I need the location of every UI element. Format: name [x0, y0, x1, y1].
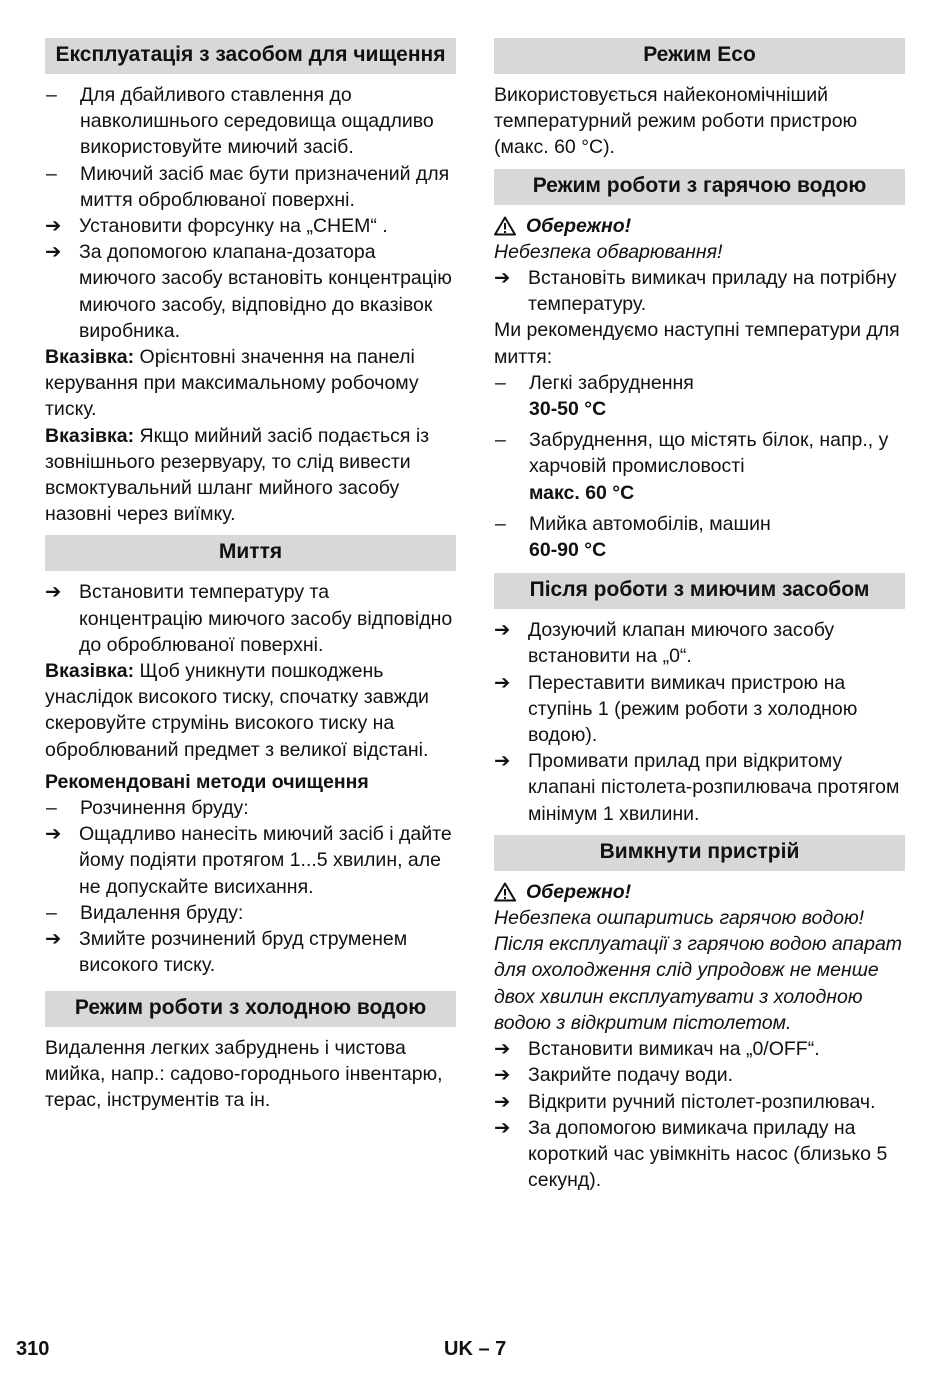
note-text: Щоб уникнути пошкоджень унаслідок високого тиску, спочатку завжди скеровуйте струмінь високого тиску на оброблюваний предмет з великої відстані. — [45, 660, 429, 761]
arrow-icon: ➔ — [494, 750, 511, 773]
cold-water-description: Видалення легких забруднень і чистова мийка, напр.: садово-городнього інвентарю, терас, інструментів та ін. — [45, 1036, 443, 1111]
list-item — [494, 265, 905, 317]
temperature-list — [494, 370, 905, 563]
arrow-icon: ➔ — [494, 1090, 511, 1113]
arrow-icon: ➔ — [45, 823, 62, 846]
list-item-text: Ощадливо нанесіть миючий засіб і дайте йому подіяти протягом 1...5 хвилин, але не допускайте висихання. — [79, 823, 452, 898]
list-item-text: Змийте розчинений бруд струменем високого тиску. — [79, 928, 408, 977]
list-item-text: Відкрити ручний пістолет-розпилювач. — [528, 1090, 876, 1113]
list-item-text: За допомогою клапана-дозатора миючого засобу встановіть концентрацію миючого засобу, відповідно до вказівок виробника. — [79, 241, 452, 342]
section-heading-eco: Режим Eco — [494, 38, 905, 74]
cleaning-agent-list — [45, 82, 456, 344]
temperature-value: 60-90 °C — [529, 539, 607, 562]
arrow-icon: ➔ — [45, 215, 62, 238]
after-cleaning-list — [494, 617, 905, 827]
note-text: Якщо мийний засіб подається із зовнішнього резервуару, то слід вивести всмоктувальний шланг мийного засобу назовні через виїмку. — [45, 424, 430, 526]
page-label: UK – 7 — [444, 1338, 507, 1360]
section-heading-switch-off: Вимкнути пристрій — [494, 835, 905, 871]
arrow-icon: ➔ — [494, 1064, 511, 1087]
list-item-text: Дозуючий клапан миючого засобу встановити на „0“. — [528, 619, 835, 668]
list-item — [494, 1036, 905, 1062]
switch-off-list — [494, 1036, 905, 1193]
right-column — [494, 38, 905, 1193]
list-item — [45, 795, 456, 821]
list-item — [45, 926, 456, 978]
arrow-icon: ➔ — [494, 671, 511, 694]
list-item-text: Мийка автомобілів, машин — [529, 512, 771, 535]
list-item-text: Промивати прилад при відкритому клапані пістолета-розпилювача протягом мінімум 1 хвилини. — [528, 750, 900, 825]
hazard-text: Небезпека обварювання! — [494, 240, 723, 263]
arrow-icon: ➔ — [45, 581, 62, 604]
section-heading-washing: Миття — [45, 535, 456, 571]
dash-marker: – — [495, 512, 506, 535]
dash-marker: – — [46, 901, 57, 924]
list-item — [45, 239, 456, 344]
list-item-text: Видалення бруду: — [80, 901, 244, 924]
list-item — [494, 748, 905, 827]
list-item-text: Закрийте подачу води. — [528, 1064, 734, 1087]
list-item-text: Розчинення бруду: — [80, 797, 249, 820]
list-item — [45, 821, 456, 900]
dash-marker: – — [495, 371, 506, 394]
note-paragraph — [45, 344, 456, 423]
note-paragraph — [45, 658, 456, 763]
note-label: Вказівка: — [45, 424, 135, 447]
section-heading-cleaning-agent: Експлуатація з засобом для чищення — [45, 38, 456, 74]
list-item — [494, 1115, 905, 1194]
warning-heading — [494, 879, 905, 905]
list-item — [45, 579, 456, 658]
dash-marker: – — [46, 84, 57, 106]
list-item-text: Встановити вимикач на „0/OFF“. — [528, 1038, 820, 1061]
cleaning-methods-list — [45, 795, 456, 978]
list-item-text: Встановити температуру та концентрацію миючого засобу відповідно до оброблюваної поверхні. — [79, 581, 453, 656]
list-item-text: Переставити вимикач пристрою на ступінь 1 (режим роботи з холодною водою). — [528, 671, 858, 747]
list-item — [45, 82, 456, 161]
list-item — [494, 511, 905, 563]
page-number: 310 — [16, 1338, 50, 1360]
eco-description: Використовується найекономічніший температурний режим роботи пристрою (макс. 60 °C). — [494, 84, 858, 159]
warning-triangle-icon — [494, 216, 516, 236]
arrow-icon: ➔ — [45, 241, 62, 264]
list-item — [494, 370, 905, 422]
list-item-text: Установити форсунку на „CHEM“ . — [79, 215, 388, 238]
note-label: Вказівка: — [45, 346, 135, 369]
arrow-icon: ➔ — [494, 267, 511, 290]
warning-triangle-icon — [494, 882, 516, 902]
list-item — [494, 670, 905, 749]
list-item — [494, 427, 905, 506]
list-item — [45, 161, 456, 213]
section-heading-hot-water: Режим роботи з гарячою водою — [494, 169, 905, 205]
dash-marker: – — [495, 429, 506, 452]
temperature-value: макс. 60 °C — [529, 481, 635, 504]
note-text: Орієнтовні значення на панелі керування при максимальному робочому тиску. — [45, 346, 419, 421]
list-item-text: Встановіть вимикач приладу на потрібну температуру. — [528, 267, 897, 316]
list-item-text: Забруднення, що містять білок, напр., у харчовій промисловості — [529, 429, 889, 478]
subheading-cleaning-methods: Рекомендовані методи очищення — [45, 770, 369, 793]
list-item — [494, 1089, 905, 1115]
list-item-text: Легкі забруднення — [529, 371, 694, 394]
warning-label: Обережно! — [526, 880, 632, 903]
dash-marker: – — [46, 797, 57, 820]
list-item-text: За допомогою вимикача приладу на короткий час увімкніть насос (близько 5 секунд). — [528, 1116, 888, 1192]
list-item-text: Миючий засіб має бути призначений для миття оброблюваної поверхні. — [80, 162, 450, 211]
arrow-icon: ➔ — [45, 928, 62, 951]
warning-heading — [494, 213, 905, 239]
note-paragraph — [45, 423, 456, 528]
list-item — [45, 900, 456, 926]
list-item-text: Для дбайливого ставлення до навколишнього середовища ощадливо використовуйте миючий засіб. — [80, 84, 434, 159]
temperature-intro: Ми рекомендуємо наступні температури для миття: — [494, 319, 900, 368]
arrow-icon: ➔ — [494, 1038, 511, 1061]
dash-marker: – — [46, 162, 57, 185]
temperature-value: 30-50 °C — [529, 398, 607, 421]
arrow-icon: ➔ — [494, 1116, 511, 1139]
note-label: Вказівка: — [45, 660, 135, 683]
section-heading-after-cleaning-agent: Після роботи з миючим засобом — [494, 573, 905, 609]
left-column — [45, 38, 456, 1113]
hazard-text: Небезпека ошпаритись гарячою водою! Після експлуатації з гарячою водою апарат для охолодження слід упродовж не менше двох хвилин експлуатувати з холодною водою з відкритим пістолетом. — [494, 907, 903, 1034]
section-heading-cold-water: Режим роботи з холодною водою — [45, 991, 456, 1027]
list-item — [45, 213, 456, 239]
warning-label: Обережно! — [526, 214, 632, 237]
list-item — [494, 617, 905, 669]
arrow-icon: ➔ — [494, 619, 511, 642]
list-item — [494, 1062, 905, 1088]
